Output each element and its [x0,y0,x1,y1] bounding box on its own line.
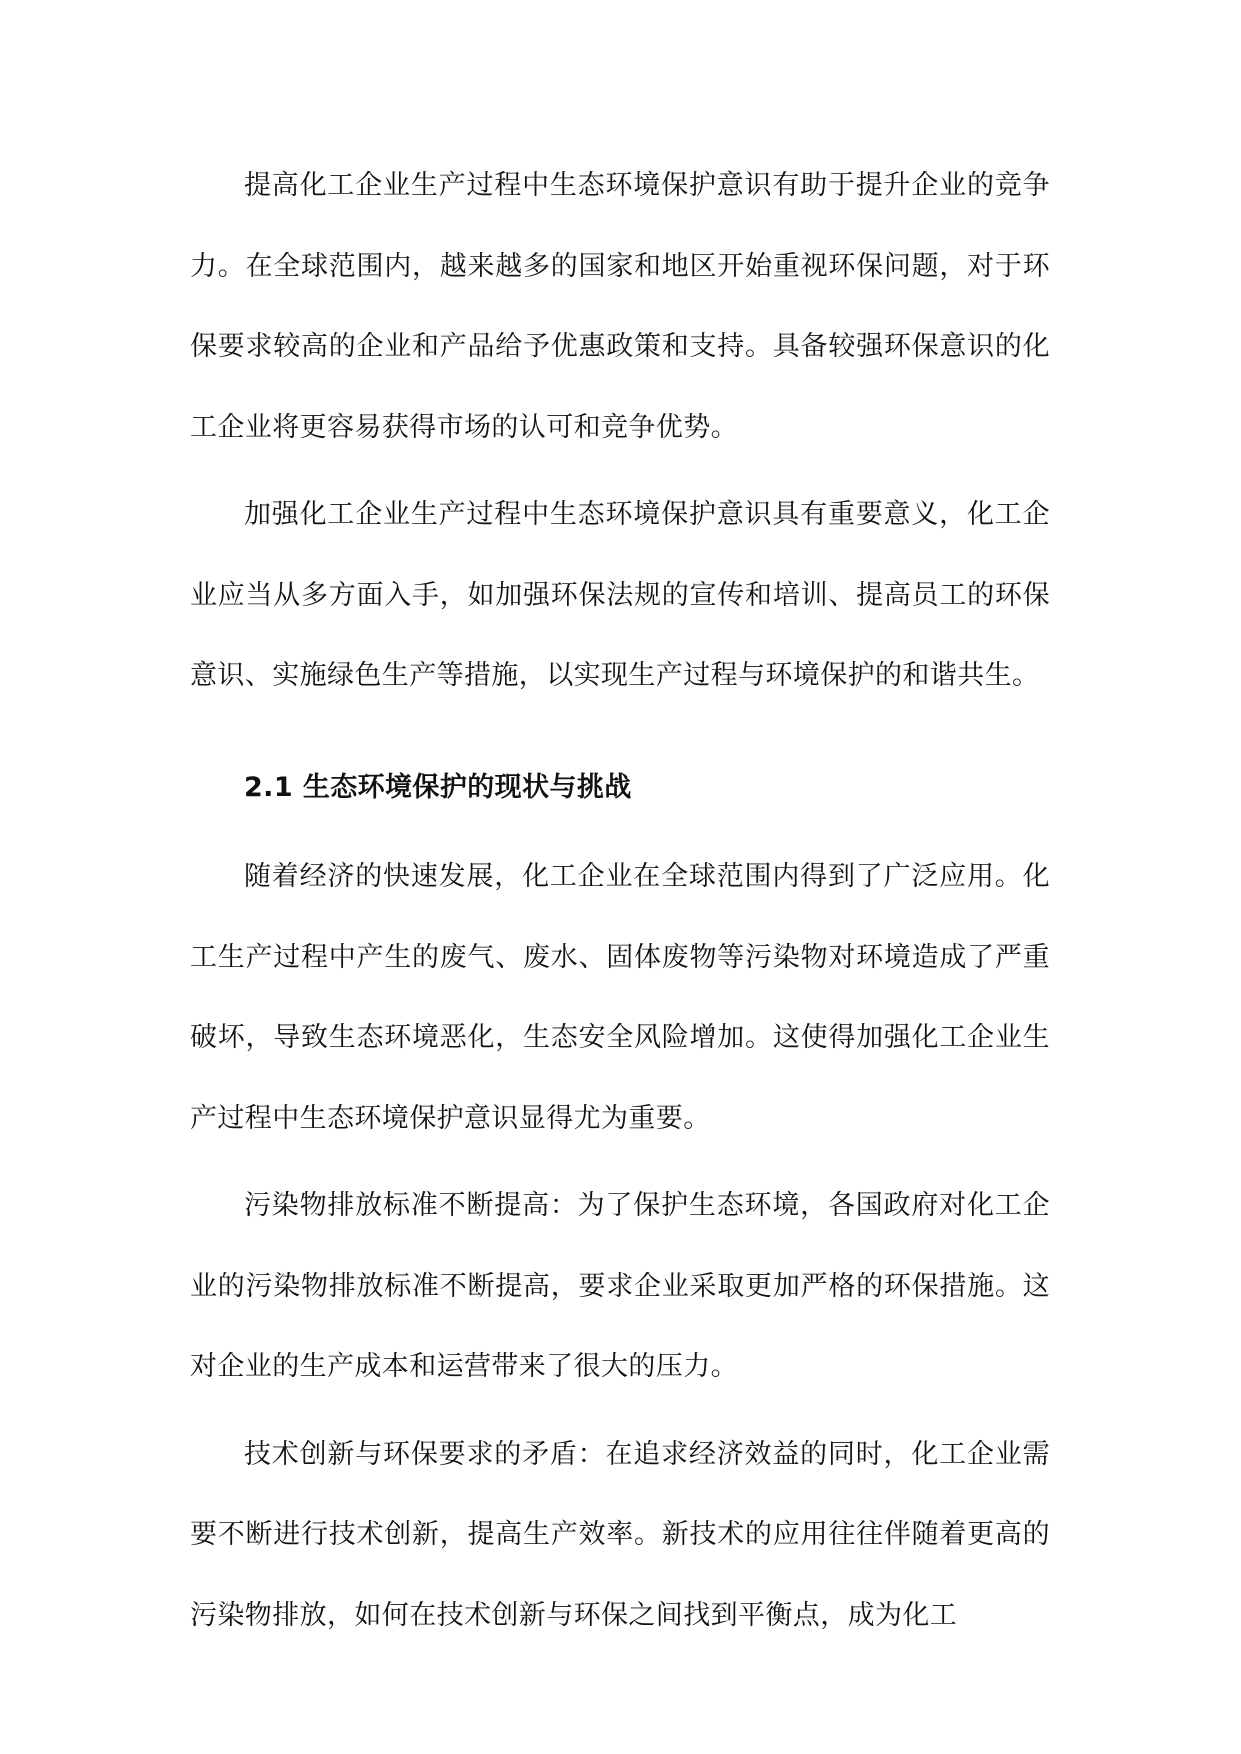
paragraph-emission-standards: 污染物排放标准不断提高：为了保护生态环境，各国政府对化工企业的污染物排放标准不断提高，要求企业采取更加严格的环保措施。这对企业的生产成本和运营带来了很大的压力。 [190,1190,1050,1382]
paragraph-innovation-conflict: 技术创新与环保要求的矛盾：在追求经济效益的同时，化工企业需要不断进行技术创新，提高生产效率。新技术的应用往往伴随着更高的污染物排放，如何在技术创新与环保之间找到平衡点，成为化工 [190,1438,1050,1631]
paragraph-competitiveness: 提高化工企业生产过程中生态环境保护意识有助于提升企业的竞争力。在全球范围内，越来越多的国家和地区开始重视环保问题，对于环保要求较高的企业和产品给予优惠政策和支持。具备较强环保意识的化工企业将更容易获得市场的认可和竞争优势。 [190,170,1050,443]
document-body [190,146,1050,1663]
paragraph-significance: 加强化工企业生产过程中生态环境保护意识具有重要意义，化工企业应当从多方面入手，如加强环保法规的宣传和培训、提高员工的环保意识、实施绿色生产等措施，以实现生产过程与环境保护的和谐共生。 [190,499,1050,691]
section-heading: 2.1 生态环境保护的现状与挑战 [244,771,632,803]
paragraph-current-situation: 随着经济的快速发展，化工企业在全球范围内得到了广泛应用。化工生产过程中产生的废气、废水、固体废物等污染物对环境造成了严重破坏，导致生态环境恶化，生态安全风险增加。这使得加强化工企业生产过程中生态环境保护意识显得尤为重要。 [190,861,1050,1134]
